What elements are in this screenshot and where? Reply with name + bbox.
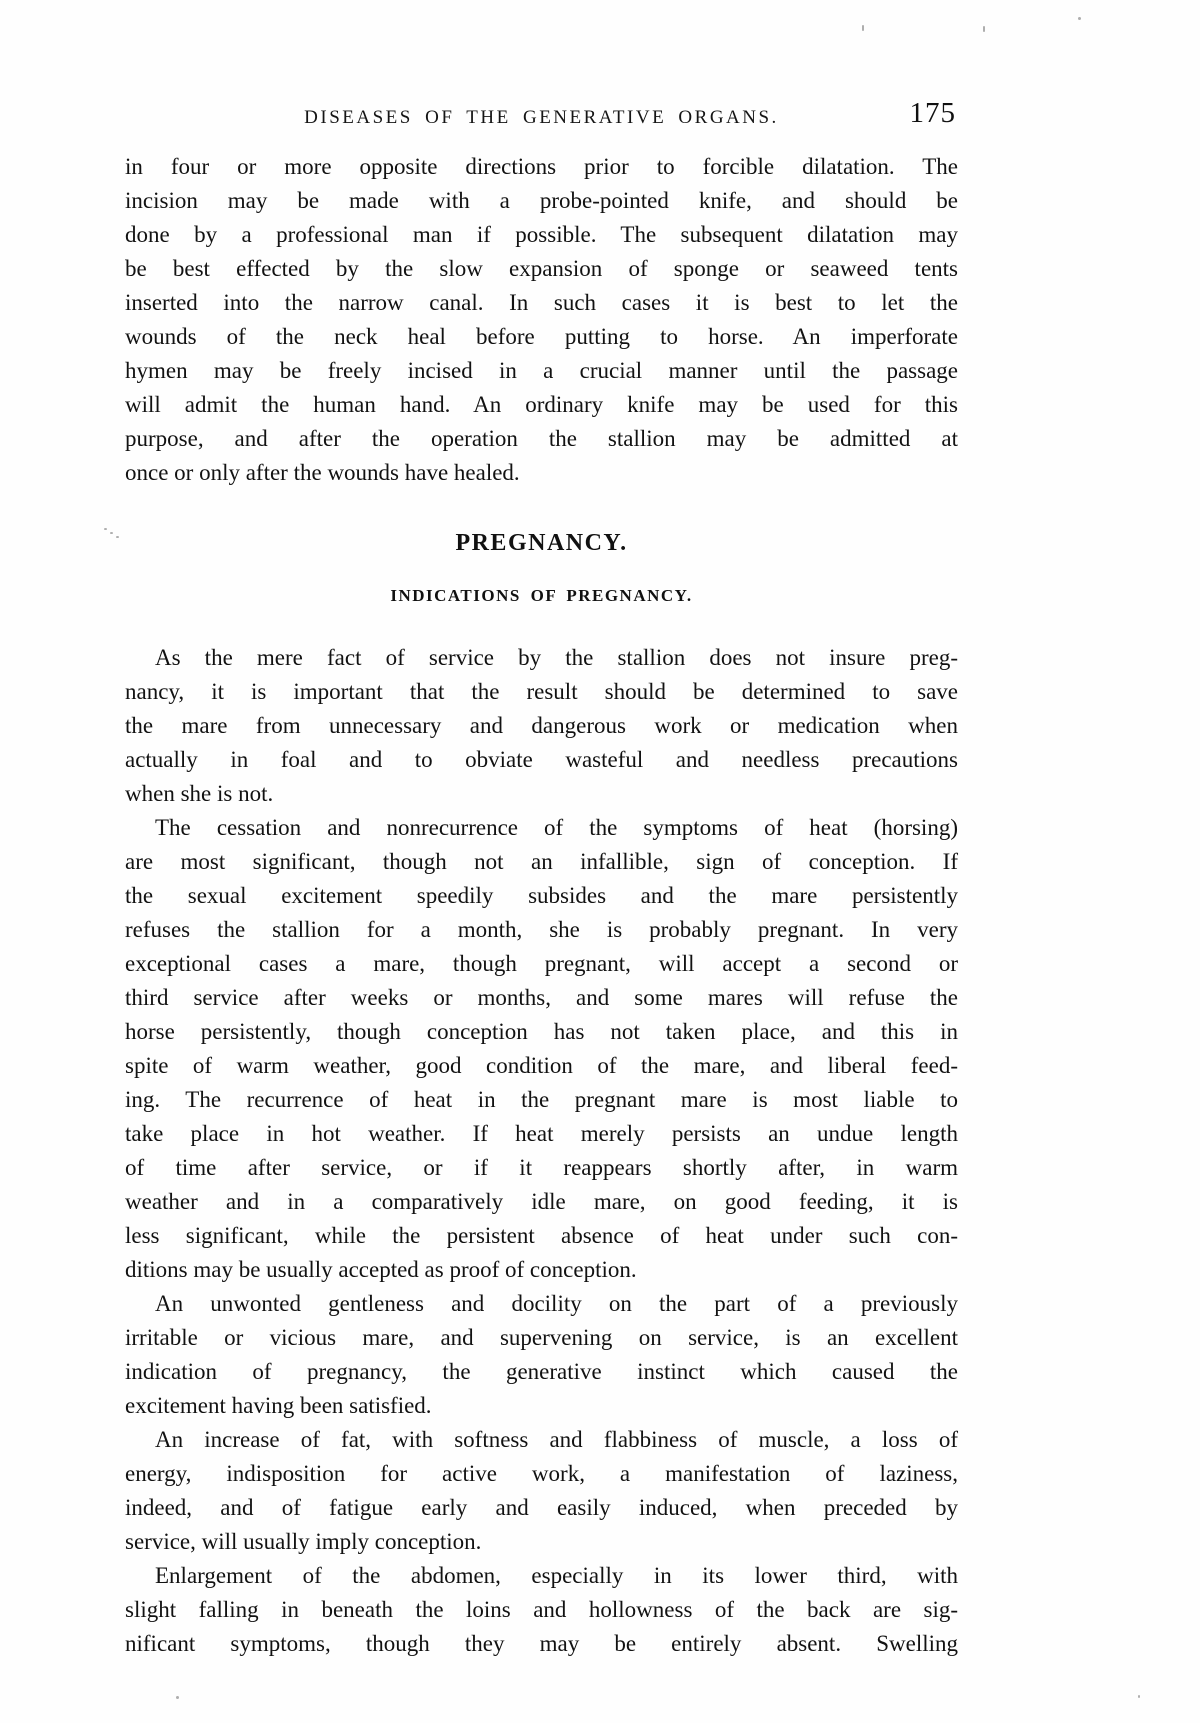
text-line: nancy, it is important that the result should be determined to save bbox=[125, 679, 958, 704]
text-line: refuses the stallion for a month, she is probably pregnant. In very bbox=[125, 917, 958, 942]
text-line: slight falling in beneath the loins and hollowness of the back are sig- bbox=[125, 1597, 958, 1622]
text-line: incision may be made with a probe-pointed knife, and should be bbox=[125, 188, 958, 213]
text-line: ditions may be usually accepted as proof of conception. bbox=[125, 1257, 637, 1282]
text-line: third service after weeks or months, and some mares will refuse the bbox=[125, 985, 958, 1010]
text-line: service, will usually imply conception. bbox=[125, 1529, 482, 1554]
text-line: hymen may be freely incised in a crucial manner until the passage bbox=[125, 358, 958, 383]
text-line: indeed, and of fatigue early and easily induced, when preceded by bbox=[125, 1495, 958, 1520]
text-line: The cessation and nonrecurrence of the symptoms of heat (horsing) bbox=[155, 815, 958, 840]
text-line: wounds of the neck heal before putting to horse. An imperforate bbox=[125, 324, 958, 349]
text-line: purpose, and after the operation the stallion may be admitted at bbox=[125, 426, 958, 451]
text-line: nificant symptoms, though they may be entirely absent. Swelling bbox=[125, 1631, 958, 1656]
intro-paragraph bbox=[125, 150, 958, 490]
text-line: are most significant, though not an infallible, sign of conception. If bbox=[125, 849, 958, 874]
running-header: DISEASES OF THE GENERATIVE ORGANS. bbox=[304, 107, 779, 128]
scan-speck bbox=[1078, 17, 1081, 20]
page-content bbox=[125, 150, 958, 1661]
text-line: of time after service, or if it reappears shortly after, in warm bbox=[125, 1155, 958, 1180]
text-line: once or only after the wounds have healed. bbox=[125, 460, 520, 485]
text-line: actually in foal and to obviate wasteful and needless precautions bbox=[125, 747, 958, 772]
scan-speck bbox=[110, 532, 113, 534]
text-line: energy, indisposition for active work, a manifestation of laziness, bbox=[125, 1461, 958, 1486]
text-line: ing. The recurrence of heat in the pregnant mare is most liable to bbox=[125, 1087, 958, 1112]
scan-speck bbox=[1138, 1695, 1140, 1698]
text-line: Enlargement of the abdomen, especially in its lower third, with bbox=[155, 1563, 958, 1588]
text-line: irritable or vicious mare, and supervening on service, is an excellent bbox=[125, 1325, 958, 1350]
text-line: will admit the human hand. An ordinary knife may be used for this bbox=[125, 392, 958, 417]
page-header bbox=[125, 97, 958, 135]
paragraph bbox=[125, 1423, 958, 1559]
text-line: done by a professional man if possible. The subsequent dilatation may bbox=[125, 222, 958, 247]
scan-speck bbox=[104, 528, 107, 530]
paragraph bbox=[125, 641, 958, 811]
scan-speck bbox=[862, 25, 864, 31]
text-line: inserted into the narrow canal. In such cases it is best to let the bbox=[125, 290, 958, 315]
paragraph bbox=[125, 811, 958, 1287]
text-line: An increase of fat, with softness and flabbiness of muscle, a loss of bbox=[155, 1427, 958, 1452]
paragraph bbox=[125, 1287, 958, 1423]
scan-speck bbox=[116, 536, 119, 538]
text-line: As the mere fact of service by the stallion does not insure preg- bbox=[155, 645, 958, 670]
text-line: excitement having been satisfied. bbox=[125, 1393, 432, 1418]
section-heading: PREGNANCY. bbox=[455, 530, 628, 556]
text-line: An unwonted gentleness and docility on the part of a previously bbox=[155, 1291, 958, 1316]
paragraph bbox=[125, 1559, 958, 1661]
text-line: horse persistently, though conception has not taken place, and this in bbox=[125, 1019, 958, 1044]
text-line: when she is not. bbox=[125, 781, 274, 806]
text-line: be best effected by the slow expansion of sponge or seaweed tents bbox=[125, 256, 958, 281]
subsection-heading: INDICATIONS OF PREGNANCY. bbox=[390, 586, 693, 605]
text-line: exceptional cases a mare, though pregnant, will accept a second or bbox=[125, 951, 958, 976]
scan-speck bbox=[176, 1696, 179, 1699]
body-paragraphs bbox=[125, 641, 958, 1661]
text-line: less significant, while the persistent absence of heat under such con- bbox=[125, 1223, 958, 1248]
text-line: in four or more opposite directions prior to forcible dilatation. The bbox=[125, 154, 958, 179]
text-line: indication of pregnancy, the generative instinct which caused the bbox=[125, 1359, 958, 1384]
page-number: 175 bbox=[909, 97, 956, 129]
scan-speck bbox=[983, 26, 985, 32]
text-line: weather and in a comparatively idle mare, on good feeding, it is bbox=[125, 1189, 958, 1214]
text-line: take place in hot weather. If heat merely persists an undue length bbox=[125, 1121, 958, 1146]
text-line: the mare from unnecessary and dangerous work or medication when bbox=[125, 713, 958, 738]
text-line: spite of warm weather, good condition of the mare, and liberal feed- bbox=[125, 1053, 958, 1078]
text-line: the sexual excitement speedily subsides and the mare persistently bbox=[125, 883, 958, 908]
